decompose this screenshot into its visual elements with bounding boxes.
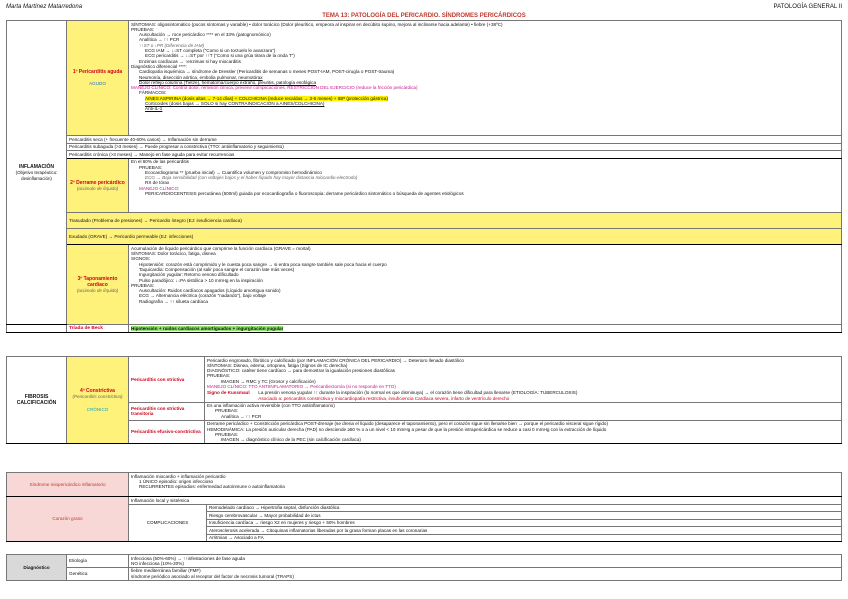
detail-line: HEMODINÁMICA: La presión auricular derecha (PAD) no desciende ≥50 % o a un nivel < 10 mmHg a pesar de que la presión intrapericárdica se reduce a casi 0 mmHg con la extracción de líquido (207, 426, 607, 432)
complicacion-item: Aterosclerosis acelerada → Citoquinas inflamatorias liberadas por la grasa forman placas en las coronarias (207, 527, 842, 534)
detail-line: Asociado a: pericarditis constrictiva y miocardiopatía restrictiva, insuficiencia Cardíaca severa, infarto de ventrículo derecho (258, 395, 510, 401)
beck-triad: Hipotensión + ruidos cardíacos amortiguados + ingurgitación yugular (131, 325, 284, 331)
etiologia-details (129, 555, 842, 568)
other-table (6, 472, 842, 542)
detail-line: En el 60% de las pericarditis (131, 159, 189, 165)
detail-line: fiebre mediterránea familiar (FMF) (131, 568, 201, 574)
constrictiva-r3 (205, 420, 842, 443)
taponamiento-sub: (acúmulo de líquido) (76, 288, 119, 294)
detail-line: ECG → Alternancia eléctrica (corazón "nadando"), bajo voltaje (139, 293, 267, 299)
drug-line: AINES ASPIRINA (dosis altas → 7-14 días) + COLCHICINA (reduce recaídas → 3-6 meses) + IBP (protección gástrica) (145, 95, 388, 101)
beck-label: Tríada de Beck (67, 325, 129, 332)
exudado-row: Exudado (GRAVE) → Pericardio permeable (EJ: infecciones) (67, 229, 842, 245)
diagnostico-table (6, 554, 842, 581)
taponamiento-title: 3º Taponamiento cardíaco (77, 276, 118, 289)
kussmaul-label: Signo de Kussmaul (207, 390, 250, 396)
detail-line: Inflamación miocardio + inflamación pericardio (131, 473, 226, 479)
topic-title: TEMA 13: PATOLOGÍA DEL PERICARDIO. SÍNDROMES PERICÁRDICOS (322, 13, 526, 19)
derrame-title: 2º Derrame pericárdico (70, 179, 125, 186)
derrame-details (129, 158, 842, 212)
graso-label (7, 497, 129, 542)
author-name: Marta Martínez Matarredona (6, 4, 83, 10)
detail-line: Acumulación de líquido pericárdico que comprime la función cardíaca (GRAVE = mortal) (131, 245, 311, 251)
detail-line: Analítica → ↑↑ PCR (139, 37, 180, 43)
detail-line: SÍNTOMAS: Disnea, edema, ortopnea, fatiga (Signos de IC derecha) (207, 362, 348, 368)
detail-line: Es una inflamación activa reversible (con TTO antiinflamatorio) (207, 403, 335, 409)
pericarditis-aguda-title: 1º Pericarditis aguda (72, 69, 123, 76)
detail-line: Auscultación: Ruidos cardíacos apagados (Líquido amortigua sonido) (139, 288, 281, 294)
detail-line: IMAGEN → RMC y TC (Grosor y calcificación) (221, 378, 316, 384)
pericarditis-aguda-cell (67, 21, 129, 136)
complicaciones-label: COMPLICACIONES (129, 504, 207, 541)
detail-line: IMAGEN → diagnóstico clínico de la PEC (sin calcificación cardíaca) (221, 437, 361, 443)
detail-line: Diagnóstico diferencial ****: (131, 63, 187, 69)
etiologia-label: Etiología (67, 555, 129, 568)
detail-line: RX de tórax (145, 180, 170, 186)
miopericardico-title: Síndrome miopericárdico inflamatorio (29, 481, 106, 487)
diagnostico-label (7, 555, 67, 581)
constrictiva-title: 4º Constrictiva (80, 387, 115, 394)
detail-line: Auscultación → roce pericárdico **** en el 33% (patognomónico) (139, 32, 271, 38)
detail-line: Radiografía → ↑↑ silueta cardíaca (139, 298, 208, 304)
detail-line: NO infecciosa (10%-20%) (131, 560, 184, 566)
detail-line: Ecocardiograma ** (prueba inicial) → Cuantifica volumen y compromiso hemodinámico (145, 169, 322, 175)
detail-line: DIAGNÓSTICO: catéter tiene cardíaco → para demostrar la igualación presiones diastólicas (207, 368, 395, 374)
detail-line: PRUEBAS: (215, 431, 239, 437)
detail-line: FÁRMACOS: (139, 90, 167, 96)
detail-line: MANEJO CLÍNICO: Control dolor, remisión clínica, prevenir complicaciones, RESTRICCIÓN DEL EJERCICIO (reduce la fricción pericárdica) (131, 85, 418, 91)
complicacion-item: Riesgo cerebrovascular → Mayor probabilidad de ictus (207, 512, 842, 519)
constrictiva-sub: (Pericarditis constrictiva) (72, 393, 123, 399)
complicacion-item: Insuficiencia cardíaca → riesgo X2 en mujeres y riesgo + 50% hombres (207, 519, 842, 526)
detail-line: SIGNOS: (131, 256, 151, 262)
detail-line: Anti-IL-1 (145, 106, 163, 112)
detail-line: Taquicardia: Compensación (al salir poca sangre el corazón late más veces) (139, 266, 295, 272)
constrictiva-r1 (205, 357, 842, 403)
inflamacion-category (7, 21, 67, 325)
fibrosis-label: FIBROSIS CALCIFICACIÓN (16, 394, 57, 406)
derrame-cell (67, 158, 129, 212)
detail-line: ECG → Baja sensibilidad (con voltajes bajos y el haber líquido hay mayor distancia miocardio-electrodo) (145, 175, 358, 181)
beck-row (129, 325, 842, 332)
detail-line: Neumonía, disección aórtica, embolia pulmonar, neumotórax (139, 74, 263, 80)
detail-line: Hipotensión: corazón está comprimido y le cuesta poca sangre → si entra poca sangre también sale poca hacia el cuerpo (139, 261, 387, 267)
inflamacion-label: INFLAMACIÓN (19, 164, 54, 171)
detail-line: MANEJO CLÍNICO: TTO ANTIINFLAMATORIO → Pericardiectomía (si no responde en TTO) (207, 384, 396, 390)
detail-line: PRUEBAS: (207, 373, 231, 379)
detail-line: ECG IAM → ↓↓ST completa ("Como si un torzuelo le avanzara") (145, 48, 276, 54)
page-header (6, 4, 842, 19)
pericarditis-seca-row: Pericarditis seca (+ frecuente 40-60% casos) → Inflamación sin derrame (67, 136, 842, 143)
fibrosis-table (6, 356, 842, 444)
detail-line: RECURRENTES episodios: enfermedad autoinmune o autoinflamatoria (139, 484, 285, 490)
constrictiva-r2-label: Pericarditis con strictiva transitoria (129, 402, 205, 420)
trasudado-row: Trasudado (Problema de presiones) → Pericardio íntegro (EJ: insuficiencia cardíaca) (67, 212, 842, 228)
detail-line: ECG pericarditis → ↓↓ST por ↑↑T ("Como si una grúa tirara de la onda T") (145, 53, 295, 59)
genetica-label: Genética (67, 567, 129, 580)
detail-line: PRUEBAS: (131, 26, 155, 32)
detail-line: Cardiopatía isquémica → síndrome de Dressler (Pericarditis de semanas o meses POST-IAM, POST-cirugía o POST-trauma) (139, 69, 395, 75)
detail-line: Pericardio engrosado, fibrótico y calcificado (por INFLAMACIÓN CRÓNICA DEL PERICARDIO) → Deterioro llenado diastólico (207, 357, 464, 363)
pericarditis-aguda-sub: AGUDO (89, 81, 106, 87)
kussmaul-block (207, 390, 839, 401)
detail-line: SÍNTOMAS: oligosintomático (pocos síntomas y variable) • dolor torácico (Dolor pleurítico, empeora al inspirar en decúbito supino, mejora al inclinarse hacia adelante) • fiebre (+38ºC) (131, 21, 503, 27)
detail-line: PRUEBAS: (139, 164, 163, 170)
graso-title: Corazón graso (52, 516, 83, 522)
detail-line: Dolor reflejo columna (Tietze), hematoma/cuerpo extraño, pleuritis, patología esofágica (139, 79, 317, 85)
constrictiva-cell (67, 357, 129, 444)
subject-title: PATOLOGÍA GENERAL II (773, 4, 842, 10)
graso-top: Inflamación local y sistémica (129, 497, 842, 504)
miopericardico-details (129, 473, 842, 497)
fibrosis-category (7, 357, 67, 444)
detail-line: Enzimas cardíacas → ↑enzimas si hay miocarditis (139, 58, 241, 64)
diagnostico-title: Diagnóstico (23, 564, 50, 570)
detail-line: SÍNTOMAS: Dolor torácico, fatiga, disnea (131, 251, 216, 257)
taponamiento-cell (67, 245, 129, 325)
complicacion-item: Remodelado cardíaco → Hipertrofia septal, disfunción diastólica (207, 504, 842, 511)
spacer-cell (7, 325, 67, 332)
detail-line: síndrome periódico asociado al receptor del factor de necrosis tumoral (TRAPS) (131, 573, 294, 579)
detail-line: MANEJO CLÍNICO: (139, 185, 180, 191)
detail-line: PERICARDIOCENTESIS percutánea (500ml) guiada por ecocardiografía o fluoroscopia: derrame pericárdico sintomático o búsqueda de agentes etiológicos (145, 191, 464, 197)
detail-line: PRUEBAS: (215, 408, 239, 414)
pericarditis-subaguda-row: Pericarditis subaguda (>3 meses) → Puede progresar a constrictiva (TTO: antiinflamatorio y seguimiento) (67, 143, 842, 150)
constrictiva-r1-label: Pericarditis con strictiva (129, 357, 205, 403)
pericarditis-aguda-details (129, 21, 842, 136)
detail-line: Derrame pericárdico + Constricción pericárdica POST-drenaje (se drena el líquido (desaparece el taponamiento), pero el corazón sigue sin llenarse bien → porque el pericardio visceral sigue rígido) (207, 421, 609, 427)
detail-line: Analítica → ↑↑ PCR (221, 413, 262, 419)
summary-table (6, 20, 842, 333)
taponamiento-details (129, 245, 842, 325)
pericarditis-cronica-row: Pericarditis crónica (>3 meses) → Manejo en fase aguda para evitar recurrencias (67, 151, 842, 158)
detail-line: Pulso paradójico: ↓↓PA sistólica > 10 mmHg en la inspiración (139, 277, 263, 283)
miopericardico-label (7, 473, 129, 497)
detail-line: ↑↑ST o ↓PR (Diferencia de IAM) (139, 42, 205, 48)
constrictiva-chronic: CRÓNICO (86, 407, 109, 412)
detail-line: La presión venosa yugular ↑↑ durante la inspiración (lo normal es que disminuya) → el corazón tiene dificultad para llenarse (ETIOLOGÍA: TUBERCULOSIS) (258, 390, 578, 396)
detail-line: Ingurgitación yugular: Retorno venoso dificultado (139, 272, 239, 278)
genetica-details (129, 567, 842, 580)
complicacion-item: Arritmias → Asociado a FA (207, 534, 842, 541)
constrictiva-r2 (205, 402, 842, 420)
derrame-sub: (acúmulo de líquido) (76, 185, 119, 191)
detail-line: PRUEBAS: (131, 282, 155, 288)
detail-line: 1 ÚNICO episodio: origen infeccioso (139, 478, 214, 484)
detail-line: Infecciosa (50%-60%) → ↑↑infestaciones de fase aguda (131, 555, 245, 561)
inflamacion-sub: (Objetivo terapéutico: desinflamación) (15, 170, 58, 181)
detail-line: Corticoides (dosis bajas → SOLO si hay CONTRAINDICACIÓN a AINES/COLCHICINA) (145, 101, 325, 107)
constrictiva-r3-label: Pericarditis efusivo-constrictiva (129, 420, 205, 443)
